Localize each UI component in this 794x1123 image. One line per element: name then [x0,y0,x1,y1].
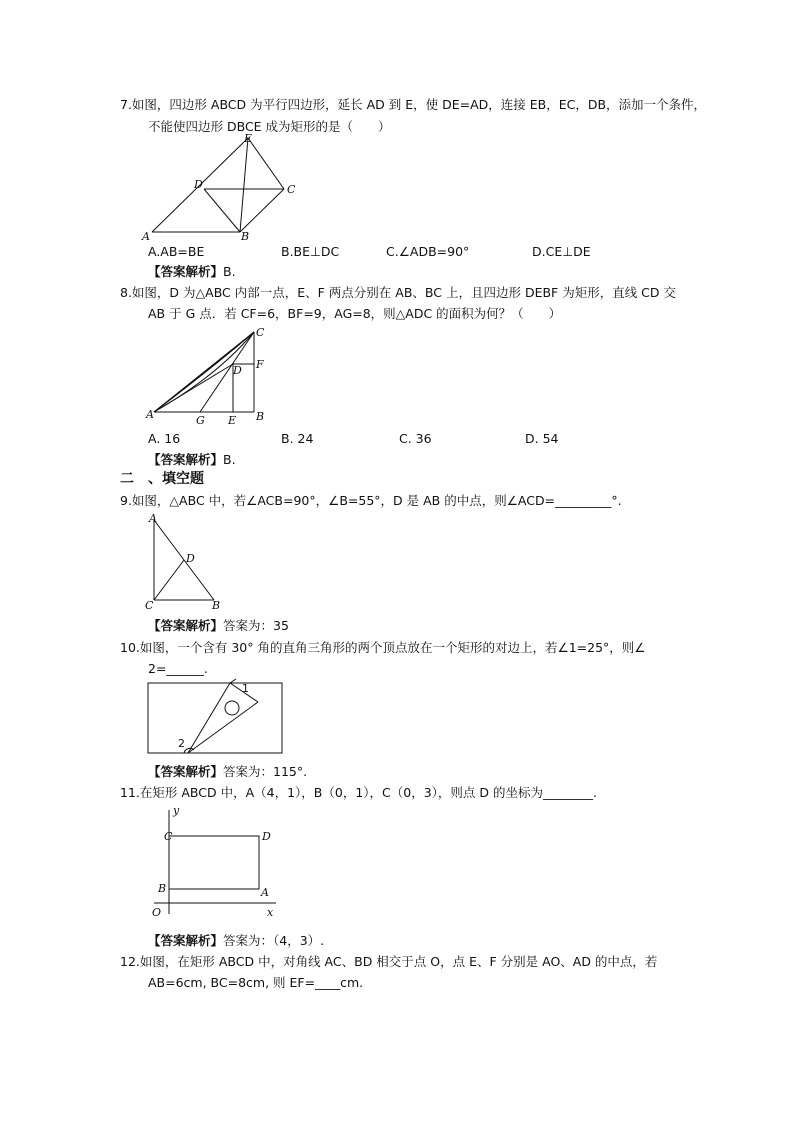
q7-label-a: A [142,230,150,243]
q10-figure [146,678,286,758]
q8-figure [142,326,272,426]
q11-label-d: D [262,830,271,843]
q7-label-e: E [244,134,253,145]
q10-answer [148,763,307,781]
q10-angle1-label: 1 [242,682,249,695]
q11-label-y: y [173,806,180,817]
q11-label-o: O [152,906,162,919]
q12-stem-line1: 12.如图，在矩形 ABCD 中，对角线 AC、BD 相交于点 O，点 E、F 分别是 AO、AD 的中点，若 [120,954,658,969]
q8-stem-line1: 8.如图，D 为△ABC 内部一点，E、F 两点分别在 AB、BC 上，且四边形 DEBF 为矩形，直线 CD 交 [120,285,677,300]
q8-answer-tag: 【答案解析】 [148,452,224,467]
q7-answer [148,263,236,281]
q7-stem-line2: 不能使四边形 DBCE 成为矩形的是（ ） [148,119,391,134]
q8-label-c: C [256,326,265,339]
q8-option-b: B. 24 [281,431,314,446]
q8-label-b: B [256,410,265,423]
q7-label-c: C [287,183,296,196]
q8-answer [148,451,236,469]
q7-figure [140,134,310,244]
q9-label-d: D [186,552,195,565]
q8-label-a: A [146,408,154,421]
q10-stem-line1: 10.如图，一个含有 30° 角的直角三角形的两个顶点放在一个矩形的对边上，若∠1=25°，则∠ [120,640,646,655]
q8-label-e: E [228,414,237,426]
q7-label-b: B [241,230,250,243]
q7-stem-line1: 7.如图，四边形 ABCD 为平行四边形，延长 AD 到 E，使 DE=AD，连接 EB，EC，DB，添加一个条件， [120,97,707,112]
section-fill-in-heading: 二 、填空题 [120,471,204,487]
q10-stem-line2: 2=______. [148,661,208,676]
q11-answer-tag: 【答案解析】 [148,933,224,948]
q7-option-b: B.BE⊥DC [281,244,340,259]
q8-label-f: F [256,358,264,371]
q7-option-d: D.CE⊥DE [532,244,591,259]
q8-option-d: D. 54 [525,431,559,446]
q7-answer-text: B. [223,264,236,279]
q7-option-a: A.AB=BE [148,244,205,259]
q11-label-a: A [261,886,269,899]
q8-answer-text: B. [223,452,236,467]
q8-option-c: C. 36 [399,431,432,446]
q9-label-c: C [145,599,154,612]
q9-answer-text: 答案为：35 [223,618,289,633]
q9-label-a: A [149,512,157,525]
q10-angle2-label: 2 [178,737,185,750]
q11-label-x: x [267,906,274,919]
q8-stem-line2: AB 于 G 点．若 CF=6，BF=9，AG=8，则△ADC 的面积为何？（ ） [148,306,562,321]
q9-stem: 9.如图，△ABC 中，若∠ACB=90°，∠B=55°，D 是 AB 的中点，则∠ACD=_________°. [120,493,622,508]
q8-option-a: A. 16 [148,431,181,446]
q9-answer-tag: 【答案解析】 [148,618,224,633]
q11-answer-text: 答案为：（4，3）. [223,933,325,948]
q7-label-d: D [194,178,203,191]
q8-label-d: D [233,364,242,377]
q8-label-g: G [196,414,205,426]
q11-label-c: C [164,830,173,843]
q7-answer-tag: 【答案解析】 [148,264,224,279]
q10-answer-tag: 【答案解析】 [148,764,224,779]
q9-figure [142,512,232,612]
q7-option-c: C.∠ADB=90° [386,244,470,259]
q11-figure [146,806,286,926]
q11-label-b: B [158,882,167,895]
q11-stem: 11.在矩形 ABCD 中，A（4，1），B（0，1），C（0，3），则点 D 的坐标为________. [120,785,597,800]
q12-stem-line2: AB=6cm, BC=8cm, 则 EF=____cm. [148,975,364,990]
q11-answer [148,932,324,950]
q10-answer-text: 答案为：115°. [223,764,308,779]
q9-label-b: B [212,599,221,612]
q9-answer [148,617,289,635]
